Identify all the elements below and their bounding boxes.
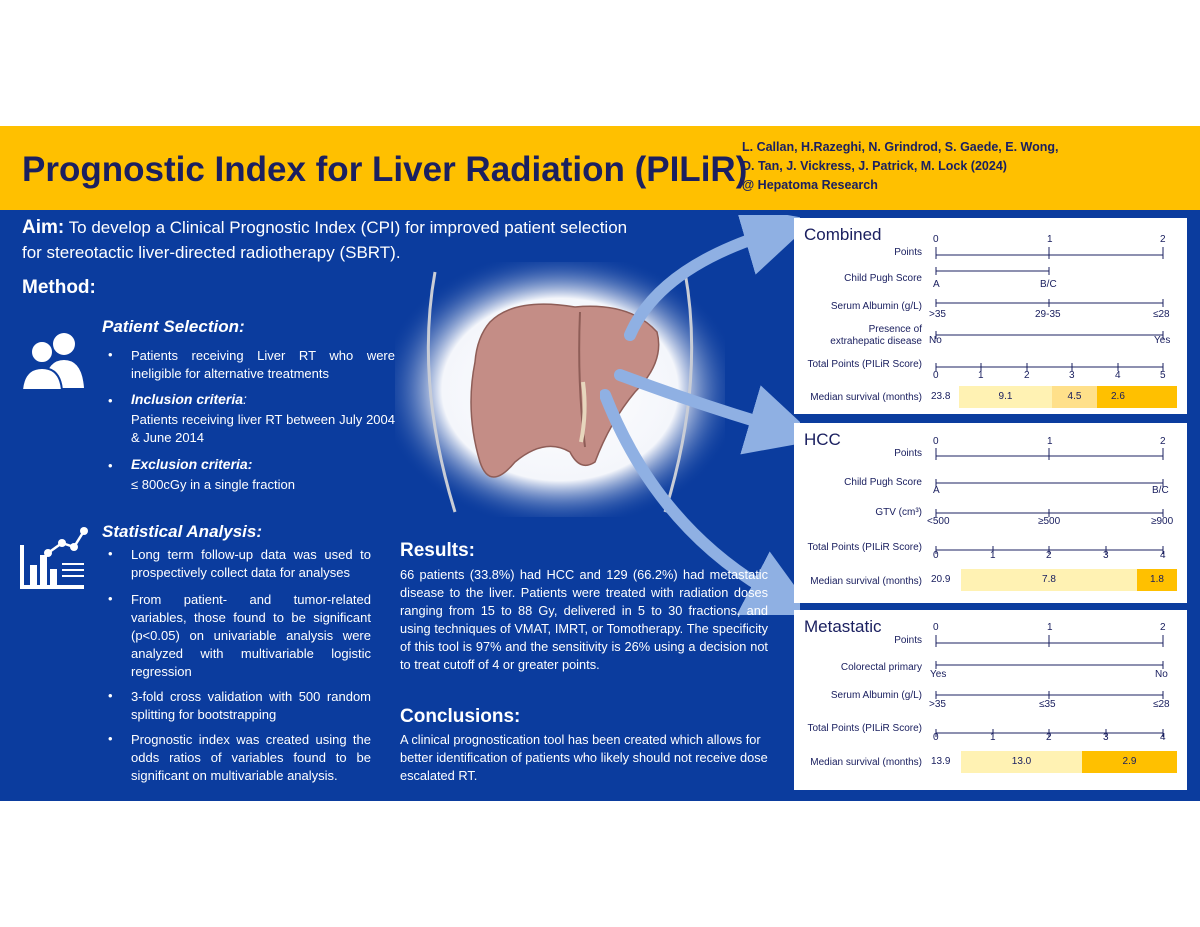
exclusion-text: ≤ 800cGy in a single fraction xyxy=(131,477,295,492)
row-tick: A xyxy=(933,279,940,290)
survival-cell: 2.9 xyxy=(1082,751,1177,773)
page-title: Prognostic Index for Liver Radiation (PILiR) xyxy=(22,150,748,189)
authors-line-1: L. Callan, H.Razeghi, N. Grindrod, S. Gaede, E. Wong, xyxy=(742,140,1059,154)
total-label: Total Points (PILiR Score) xyxy=(807,723,922,734)
exclusion-heading: Exclusion criteria: xyxy=(131,456,253,472)
patient-selection-heading: Patient Selection: xyxy=(102,317,245,336)
row-tick: No xyxy=(1155,669,1168,680)
arrows-group xyxy=(600,215,800,615)
total-tick: 5 xyxy=(1160,370,1166,381)
total-tick: 1 xyxy=(990,732,996,743)
total-tick: 1 xyxy=(990,550,996,561)
survival-cell: 2.6 xyxy=(1097,386,1177,408)
row-tick: >35 xyxy=(929,309,946,320)
nomogram-title: Metastatic xyxy=(804,617,882,636)
bullet: • xyxy=(108,591,113,606)
points-tick: 2 xyxy=(1160,622,1166,633)
patient-selection-bullet: Patients receiving Liver RT who were ineligible for alternative treatments xyxy=(131,348,395,381)
row-tick: ≤28 xyxy=(1153,309,1170,320)
survival-cell: 9.1 xyxy=(959,386,1052,408)
aim-label: Aim: xyxy=(22,217,65,238)
survival-label: Median survival (months) xyxy=(810,392,922,403)
statistical-heading: Statistical Analysis: xyxy=(102,522,262,541)
row-label: extrahepatic disease xyxy=(830,336,922,347)
method-heading: Method: xyxy=(22,277,96,298)
total-tick: 3 xyxy=(1103,550,1109,561)
bullet: • xyxy=(108,347,113,362)
row-tick: <500 xyxy=(927,516,950,527)
row-label: Serum Albumin (g/L) xyxy=(830,690,922,701)
total-label: Total Points (PILiR Score) xyxy=(807,359,922,370)
row-label: Child Pugh Score xyxy=(844,477,922,488)
row-tick: ≤28 xyxy=(1153,699,1170,710)
arrow-icon xyxy=(630,230,780,335)
survival-cell: 1.8 xyxy=(1137,569,1177,591)
survival-cell: 4.5 xyxy=(1052,386,1097,408)
points-label: Points xyxy=(894,635,922,646)
row-tick: No xyxy=(929,335,942,346)
total-tick: 4 xyxy=(1115,370,1121,381)
inclusion-text: Patients receiving liver RT between July 2004 & June 2014 xyxy=(131,412,395,445)
points-tick: 1 xyxy=(1047,436,1053,447)
nomogram-title: Combined xyxy=(804,225,882,244)
row-tick: B/C xyxy=(1040,279,1057,290)
total-tick: 4 xyxy=(1160,732,1166,743)
survival-cell: 20.9 xyxy=(929,569,963,591)
total-tick: 2 xyxy=(1024,370,1030,381)
survival-label: Median survival (months) xyxy=(810,576,922,587)
row-tick: ≤35 xyxy=(1039,699,1056,710)
points-tick: 0 xyxy=(933,622,939,633)
bullet: • xyxy=(108,458,113,473)
row-tick: 29-35 xyxy=(1035,309,1061,320)
results-text: 66 patients (33.8%) had HCC and 129 (66.2%) had metastatic disease to the liver. Patients were treated with radiation doses ranging from 15 to 88 Gy, delivered in 5 to 30 fractions, and using techniques of VMAT, IMRT, or Tomotherapy. The specificity of this tool is 97% and the sensitivity is 26% using a decision not to treat cutoff of 4 or greater points. xyxy=(400,567,768,672)
bullet: • xyxy=(108,731,113,746)
authors-line-2: D. Tan, J. Vickress, J. Patrick, M. Lock (2024) xyxy=(742,159,1007,173)
total-tick: 3 xyxy=(1103,732,1109,743)
row-tick: ≥500 xyxy=(1038,516,1061,527)
arrow-icon xyxy=(620,375,785,430)
survival-cell: 23.8 xyxy=(929,386,961,408)
aim-section xyxy=(22,215,642,265)
journal-line: @ Hepatoma Research xyxy=(742,178,878,192)
statistics-icon xyxy=(18,525,88,591)
points-label: Points xyxy=(894,247,922,258)
row-label: Serum Albumin (g/L) xyxy=(830,301,922,312)
points-tick: 1 xyxy=(1047,234,1053,245)
bullet: • xyxy=(108,688,113,703)
row-tick: A xyxy=(933,485,940,496)
points-tick: 2 xyxy=(1160,436,1166,447)
row-tick: B/C xyxy=(1152,485,1169,496)
total-tick: 1 xyxy=(978,370,984,381)
inclusion-colon: : xyxy=(243,391,247,407)
total-tick: 0 xyxy=(933,732,939,743)
row-tick: Yes xyxy=(1154,335,1171,346)
survival-cell: 7.8 xyxy=(961,569,1137,591)
survival-cell: 13.9 xyxy=(929,751,963,773)
patients-icon xyxy=(22,330,84,390)
stat-bullet-1: Long term follow-up data was used to prospectively collect data for analyses xyxy=(131,547,371,580)
row-label: Child Pugh Score xyxy=(844,273,922,284)
row-label: GTV (cm³) xyxy=(875,507,922,518)
results-heading: Results: xyxy=(400,540,475,561)
bullet: • xyxy=(108,546,113,561)
points-tick: 0 xyxy=(933,234,939,245)
row-tick: ≥900 xyxy=(1151,516,1174,527)
nomogram-combined xyxy=(794,218,1187,414)
total-tick: 0 xyxy=(933,370,939,381)
conclusions-text: A clinical prognostication tool has been created which allows for better identification of patients who likely should not receive dose escalated RT. xyxy=(400,732,768,783)
total-tick: 3 xyxy=(1069,370,1075,381)
nomogram-axes xyxy=(797,221,1184,411)
stat-bullet-3: 3-fold cross validation with 500 random splitting for bootstrapping xyxy=(131,689,371,722)
conclusions-heading: Conclusions: xyxy=(400,706,521,727)
stat-bullet-2: From patient- and tumor-related variables, those found to be significant (p<0.05) on univariable analysis were analyzed with multivariable logistic regression xyxy=(131,592,371,679)
nomogram-title: HCC xyxy=(804,430,841,449)
nomogram-hcc xyxy=(794,423,1187,603)
row-tick: >35 xyxy=(929,699,946,710)
total-tick: 0 xyxy=(933,550,939,561)
survival-label: Median survival (months) xyxy=(810,757,922,768)
total-label: Total Points (PILiR Score) xyxy=(807,542,922,553)
row-label: Presence of xyxy=(868,324,922,335)
total-tick: 4 xyxy=(1160,550,1166,561)
total-tick: 2 xyxy=(1046,550,1052,561)
inclusion-heading-wrap xyxy=(131,391,247,407)
stat-bullet-4: Prognostic index was created using the odds ratios of variables found to be significant on multivariable analysis. xyxy=(131,732,371,783)
bullet: • xyxy=(108,393,113,408)
points-tick: 0 xyxy=(933,436,939,447)
inclusion-heading: Inclusion criteria xyxy=(131,391,244,407)
row-tick: Yes xyxy=(930,669,947,680)
points-tick: 1 xyxy=(1047,622,1053,633)
survival-cell: 13.0 xyxy=(961,751,1082,773)
points-tick: 2 xyxy=(1160,234,1166,245)
row-label: Colorectal primary xyxy=(840,662,922,673)
total-tick: 2 xyxy=(1046,732,1052,743)
points-label: Points xyxy=(894,448,922,459)
aim-text: To develop a Clinical Prognostic Index (CPI) for improved patient selection for stereotactic liver-directed radiotherapy (SBRT). xyxy=(22,218,628,262)
nomogram-metastatic xyxy=(794,610,1187,790)
